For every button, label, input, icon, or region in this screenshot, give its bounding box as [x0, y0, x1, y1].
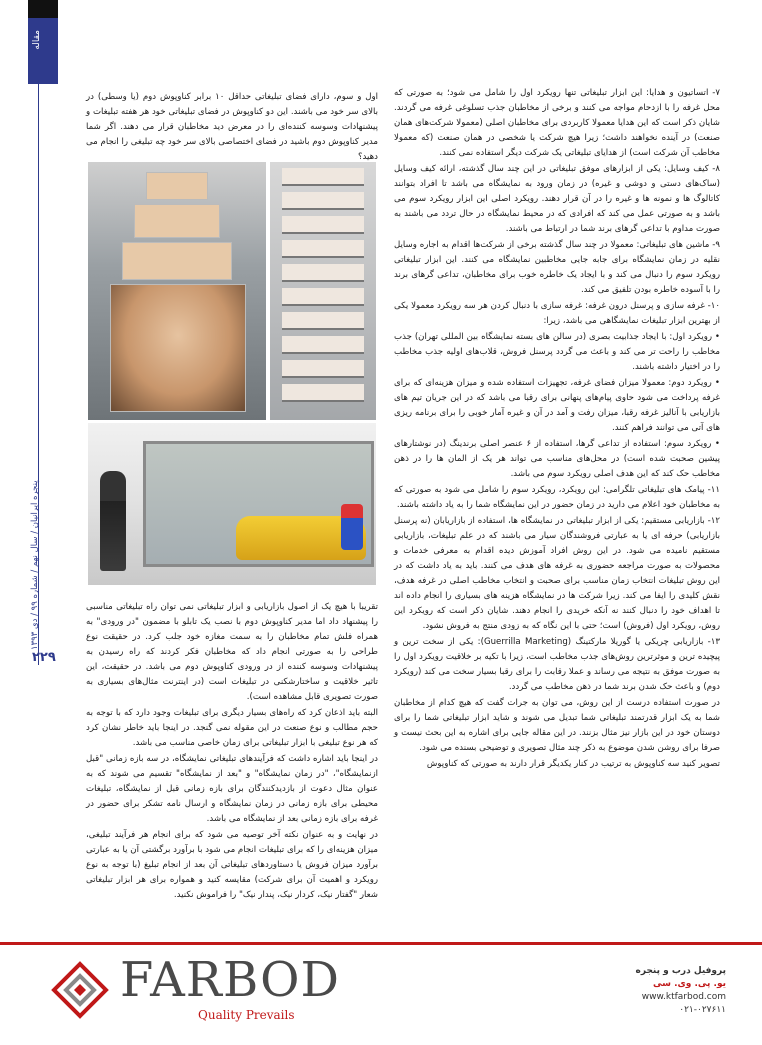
- step-poster: [282, 264, 364, 282]
- poster-face-main: [110, 284, 246, 412]
- step-poster: [282, 168, 364, 186]
- article-left-column-top: [86, 90, 378, 166]
- journal-issue-line: پنجره ایرانیان / سال نهم / شماره ۹۹ / دی ۱۳۹۳: [30, 480, 40, 650]
- article-left-column-bottom: [86, 600, 378, 904]
- escalator-steps-photo: [270, 162, 376, 420]
- cleaner-bottle-image: [341, 504, 363, 550]
- ad-product-type: یو. پی. وی. سی: [653, 979, 726, 989]
- ad-divider-bar: [0, 942, 762, 945]
- paragraph: ۱۰- غرفه سازی و پرسنل درون غرفه: غرفه سازی با دنبال کردن هر سه رویکرد معمولا یکی از بهترین ابزار تبلیغات نمایشگاهی می باشد، زیرا:: [394, 301, 720, 326]
- section-tab: [28, 0, 58, 84]
- paragraph: • رویکرد دوم: معمولا میزان فضای غرفه، تجهیزات استفاده شده و میزان هزینه‌ای که برای غرفه پرداخت می شود حاوی پیام‌های پنهانی برای رقبا می باشد که در این جریان تیم های بازاریابی با آنالیز غرفه رقبا، میزان رفت و آمد در آن و غیره آمار خوبی را برای برنامه ریزی های آتی می توانند فراهم کنند.: [394, 378, 720, 433]
- article-right-column: [394, 86, 720, 773]
- paragraph: ۷- اتساتیون و هدایا: این ابزار تبلیغاتی تنها رویکرد اول را شامل می شود؛ به صورتی که محل غرفه را با ازدحام مواجه می کنند و برخی از مخاطبان جذب تسلوغی غرفه می گردند. شایان ذکر است که این هدایا معمولا کاربردی برای مخاطبان اصلی (معمولا شرکت‌های همان صنعت) در آینده نخواهند داشت؛ زیرا هیچ شرکت یا شخصی در همان صنعت (که معمولا مخاطب آن شرکت است) از هدایای تبلیغاتی یک شرکت دیگر استفاده نمی کنند.: [394, 88, 720, 158]
- ad-product: پروفیل درب و پنجره: [635, 966, 726, 976]
- section-tab-cap: [28, 0, 58, 18]
- paragraph: تقریبا با هیچ یک از اصول بازاریابی و ابزار تبلیغاتی نمی توان راه تبلیغاتی مناسبی را پیشنهاد داد اما مدیر کناوپوش دوم با نصب یک تابلو با مضمون "در ورودی" به همراه فلش تمام مخاطبان را به سمت مغازه خود جلب کرد. در حقیقت نوع طراحی را به صورتی انجام داد که مخاطبان فکر کردند که راه رسیدن به پیشنهادات وسوسه کننده از در ورودی کناوپوش دوم می باشد. در حقیقت، این تاثیر خلاقیت و ساختارشکنی در تبلیغات است (در اینترنت مثال‌های بسیاری به صورت تصویری قابل مشاهده است).: [86, 602, 378, 702]
- step-poster: [282, 192, 364, 210]
- bus-shelter-panel: [143, 441, 374, 567]
- ad-contact-block: [596, 965, 726, 1017]
- paragraph: اول و سوم، دارای فضای تبلیغاتی حداقل ۱۰ برابر کناوپوش دوم (یا وسطی) در بالای سر خود می باشند. این دو کناوپوش در فضای تبلیغاتی خود هر هفته تبلیغات و پیشنهادات وسوسه کننده‌ای را در معرض دید مخاطبان قرار می دهند. اگر شما مدیر کناوپوش دوم باشید در فضای اختصاصی بالای سر خود چه تبلیغی را انجام می دهید؟: [86, 92, 378, 162]
- escalator-ad-photo: [88, 162, 266, 420]
- paragraph: • رویکرد اول: با ایجاد جذابیت بصری (در سالن های بسته نمایشگاه بین المللی تهران) جذب مخاطب را راحت تر می کند و باعث می گردد پرسنل فروش، قلاب‌های اولیه جذب مخاطب را در اختیار داشته باشند.: [394, 332, 720, 372]
- paragraph: ۸- کیف وسایل: یکی از ابزارهای موفق تبلیغاتی در این چند سال گذشته، ارائه کیف وسایل (ساک‌های دستی و دوشی و غیره) در زمان ورود به نمایشگاه می باشد تا افراد بتوانند کاتالوگ ها و نمونه ها و غیره را در آن قرار دهند. رویکرد اصلی این ابزار رویکرد سوم می باشد و به صورتی عمل می کند که افرادی که در محیط نمایشگاه در حال تردد می باشند به صورت مداوم با تداعی گرهای برند شما در ارتباط می باشند.: [394, 164, 720, 234]
- paragraph: البته باید اذعان کرد که راه‌های بسیار دیگری برای تبلیغات وجود دارد که با توجه به حجم مطالب و نوع صنعت در این مقوله نمی گنجد. در اینجا باید خاطر نشان کرد که هر نوع تبلیغی با ابزار تبلیغاتی برای زمان خاصی مناسب می باشد.: [86, 708, 378, 748]
- step-poster: [282, 312, 364, 330]
- ad-website[interactable]: www.ktfarbod.com: [641, 992, 726, 1002]
- step-poster: [282, 360, 364, 378]
- step-poster: [282, 240, 364, 258]
- paragraph: در صورت استفاده درست از این روش، می توان به جرات گفت که هیچ کدام از مخاطبان شما به یک ابزار قدرتمند تبلیغاتی شما تبدیل می شوند و شاید ابزار تبلیغاتی شما را برای دوستان خود در این بازار نیز مثال بزنند. در این مقاله جایی برای اشاره به این بحث نیست و صرفا برای روشن شدن موضوع به ذکر چند مثال تصویری و توضیحی بسنده می شود.: [394, 698, 720, 753]
- pedestrian-figure: [100, 471, 126, 571]
- brand-tagline: Quality Prevails: [198, 1008, 295, 1022]
- step-poster: [282, 288, 364, 306]
- paragraph: ۱۳- بازاریابی چریکی یا گوریلا مارکتینگ (Guerrilla Marketing): یکی از سخت ترین و پیچیده ترین و موثرترین روش‌های جذب مخاطب است، زیرا با تکیه بر خلاقیت رویکرد اول را به صورت موفق به نتیجه می رساند و عملا رقابت را برای رقبا بسیار سخت می کند (رویکرد دوم) و باعث حک شدن برند شما در ذهن مخاطب می گردد.: [394, 637, 720, 692]
- farbod-logo-icon: [50, 960, 110, 1020]
- poster-face-medium: [134, 204, 220, 238]
- bus-stop-ad-photo: [88, 423, 376, 585]
- paragraph: ۱۱- پیامک های تبلیغاتی تلگرامی: این رویکرد، رویکرد سوم را شامل می شود به صورتی که به مخاطبان خود اعلام می دارید در زمان حضور در این نمایشگاه شما را به یاد داشته باشند.: [394, 485, 720, 510]
- paragraph: تصویر کنید سه کناوپوش به ترتیب در کنار یکدیگر قرار دارند به صورتی که کناوپوش: [426, 759, 720, 769]
- section-label: مقاله: [32, 30, 42, 50]
- paragraph: ۹- ماشین های تبلیغاتی: معمولا در چند سال گذشته برخی از شرکت‌ها اقدام به اجاره وسایل نقلیه در زمان نمایشگاه برای جابه جایی مخاطبین نمایشگاه می کنند. این ابزار تبلیغاتی رویکرد سوم را دنبال می کند و با ایجاد یک خاطره خوب برای مخاطبان، تداعی گرهای برند را با آسوده خاطره بودن تلفیق می کند.: [394, 240, 720, 295]
- step-poster: [282, 336, 364, 354]
- page-number: ۲۲۹: [32, 650, 56, 665]
- ad-phone: ۰۲۱-۰۲۷۶۱۱: [679, 1005, 726, 1015]
- poster-face-large: [122, 242, 232, 280]
- step-poster: [282, 216, 364, 234]
- step-poster: [282, 384, 364, 402]
- paragraph: در اینجا باید اشاره داشت که فرآیندهای تبلیغاتی نمایشگاه، در سه بازه زمانی "قبل ازنمایشگاه"، "در زمان نمایشگاه" و "بعد از نمایشگاه" تقسیم می شوند که به عنوان مثال دعوت از بازدیدکنندگان برای بازه زمانی قبل از نمایشگاه، تبلیغات محیطی برای بازه زمانی در زمان نمایشگاه و ارسال نامه تشکر برای حضور در غرفه برای بازه زمانی بعد از نمایشگاه می باشد.: [86, 754, 378, 824]
- paragraph: ۱۲- بازاریابی مستقیم: یکی از ابزار تبلیغاتی در نمایشگاه ها، استفاده از بازاریابان (نه پرسنل بازاریابی) حرفه ای یا به عبارتی فروشندگان سیار می باشند که در علم تبلیغات، بازاریابی مستقیم نامیده می شود. در این روش افراد آموزش دیده اقدام به معرفی خدمات و محصولات به صورت مراجعه حضوری به غرفه های هدف می کنند. باید به یاد داشت که در این روش تبلیغات انتخاب زمان مناسب برای صحبت و انتخاب مخاطب اصلی در غرفه هدف، نقش کلیدی را ایفا می کند. زیرا شرکت ها در نمایشگاه هزینه های بسیاری را انجام داده اند تا اهداف خود را دنبال کنند نه آنکه خریدی را انجام دهند. شایان ذکر است که رویکرد این روش، رویکرد اول (فروش) است؛ حتی با این نگاه که به زودی منتج به فروش نشود.: [394, 516, 720, 631]
- brand-name: FARBOD: [120, 952, 340, 1008]
- paragraph: در نهایت و به عنوان نکته آخر توصیه می شود که برای انجام هر فرآیند تبلیغی، میزان هزینه‌ای را که برای تبلیغات انجام می شود با برآورد برگشتی آن یا به عبارتی برآورد میزان فروش یا دستاوردهای تبلیغاتی آن بعد از انجام تبلیغ (با توجه به نوع رویکرد و اهمیت آن برای شرکت) مقایسه کنید و همواره برای هر ابزار تبلیغاتی شعار "گفتار نیک، کردار نیک، پندار نیک" را فراموش نکنید.: [86, 830, 378, 900]
- paragraph: • رویکرد سوم: استفاده از تداعی گرها، استفاده از ۶ عنصر اصلی برندینگ (در نوشتارهای پیشین صحبت شده است) در محل‌های مناسب می تواند هر یک از المان ها را در ذهن مخاطب حک کند که این هدف اصلی رویکرد سوم می باشد.: [394, 439, 720, 479]
- poster-face-small: [146, 172, 208, 200]
